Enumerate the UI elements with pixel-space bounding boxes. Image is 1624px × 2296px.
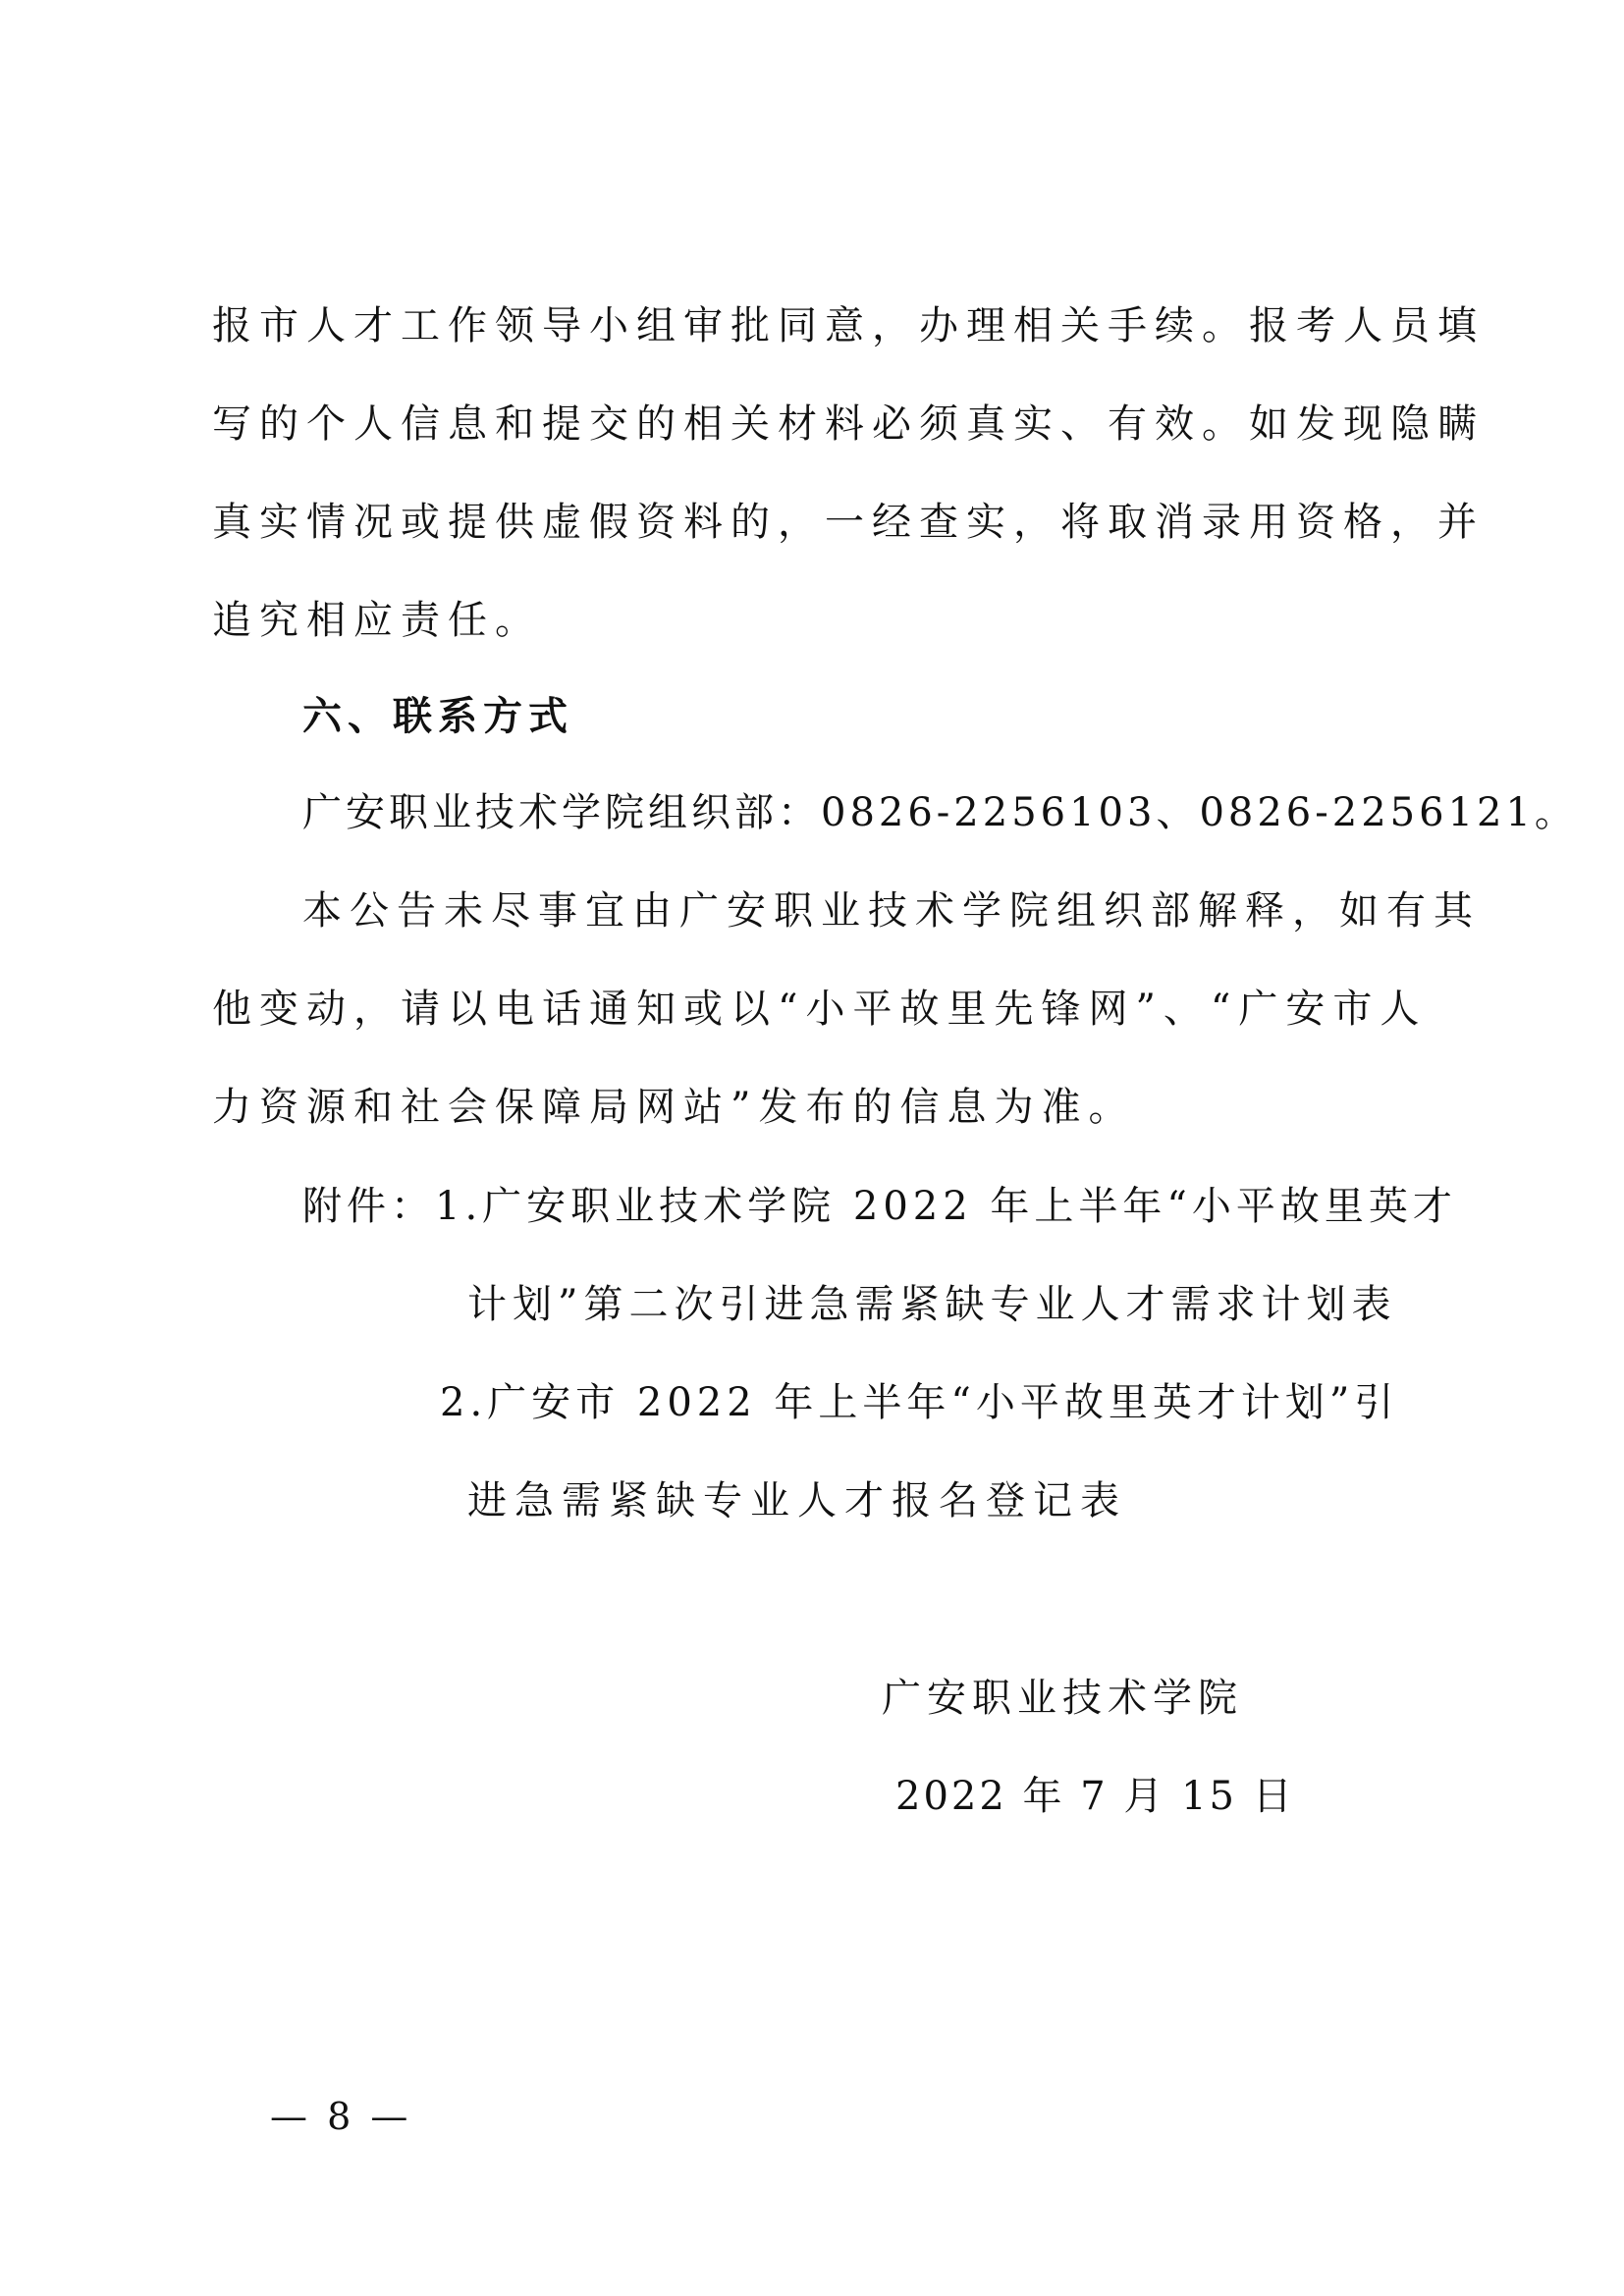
notice-line-2: 他变动，请以电话通知或以“小平故里先锋网”、“广安市人 xyxy=(212,987,1428,1032)
paragraph-line-1: 报市人才工作领导小组审批同意，办理相关手续。报考人员填 xyxy=(212,303,1485,348)
attachment-line-4: 进急需紧缺专业人才报名登记表 xyxy=(467,1478,1127,1523)
attachment-line-1: 附件：1.广安职业技术学院 2022 年上半年“小平故里英才 xyxy=(302,1184,1457,1229)
signature-organization: 广安职业技术学院 xyxy=(882,1676,1243,1721)
page-number: — 8 — xyxy=(270,2095,412,2138)
paragraph-line-4: 追究相应责任。 xyxy=(212,598,542,643)
section-heading: 六、联系方式 xyxy=(302,694,573,739)
attachment-line-3: 2.广安市 2022 年上半年“小平故里英才计划”引 xyxy=(440,1380,1399,1425)
contact-line: 广安职业技术学院组织部：0826-2256103、0826-2256121。 xyxy=(302,790,1578,835)
notice-line-3: 力资源和社会保障局网站”发布的信息为准。 xyxy=(212,1085,1136,1130)
paragraph-line-3: 真实情况或提供虚假资料的，一经查实，将取消录用资格，并 xyxy=(212,500,1485,545)
notice-line-1: 本公告未尽事宜由广安职业技术学院组织部解释，如有其 xyxy=(302,888,1481,934)
signature-date: 2022 年 7 月 15 日 xyxy=(895,1774,1295,1819)
paragraph-line-2: 写的个人信息和提交的相关材料必须真实、有效。如发现隐瞒 xyxy=(212,401,1485,447)
attachment-line-2: 计划”第二次引进急需紧缺专业人才需求计划表 xyxy=(467,1282,1397,1327)
